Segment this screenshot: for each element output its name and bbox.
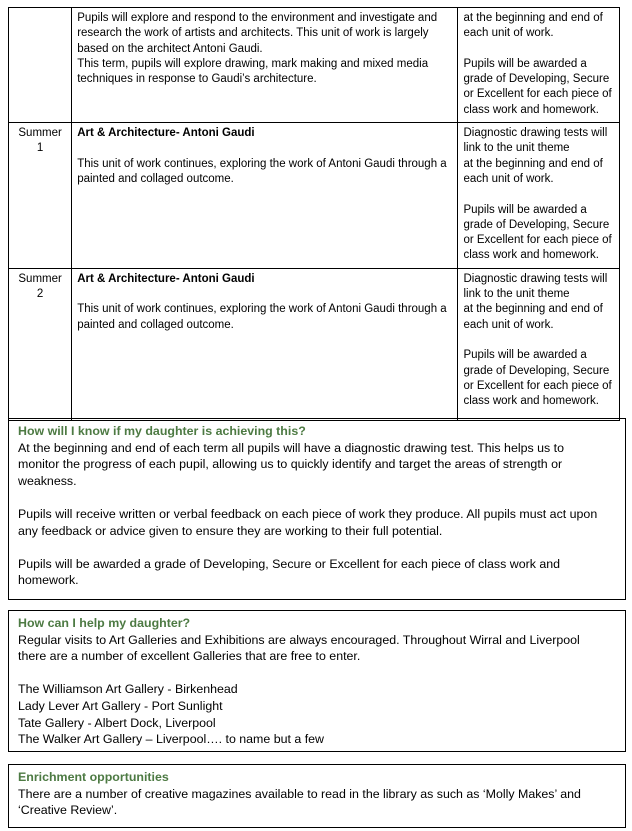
paragraph-line: Pupils will be awarded a grade of Developing, Secure or Excellent for each piece of class work and: [18, 556, 561, 571]
paragraph-line: any feedback or advice given to ensure they are working to their full potential.: [18, 523, 443, 538]
paragraph-line: Pupils will receive written or verbal feedback on each piece of work they produce. All pupils must act upon: [18, 506, 598, 521]
assessment-line: Diagnostic drawing tests will: [463, 127, 608, 140]
content-line: Pupils will explore and respond to the environment and investigate and: [77, 12, 438, 24]
paragraph-line: weakness.: [18, 473, 77, 488]
assessment-line: each unit of work.: [463, 318, 554, 331]
content-line: based on the architect Antoni Gaudi.: [77, 42, 263, 55]
paragraph-line: homework.: [18, 573, 79, 588]
content-line: This unit of work continues, exploring the work of Antoni Gaudi through a: [77, 303, 447, 316]
gallery-item: Tate Gallery - Albert Dock, Liverpool: [18, 715, 216, 730]
gallery-item: The Walker Art Gallery – Liverpool…. to name but a few: [18, 732, 324, 747]
term-cell: [9, 8, 72, 123]
assessment-line: class work and homework.: [463, 249, 599, 262]
content-line: This term, pupils will explore drawing, mark making and mixed media: [77, 57, 429, 70]
unit-title: Art & Architecture- Antoni Gaudi: [77, 272, 255, 285]
table-row: [9, 8, 620, 123]
paragraph-line: Regular visits to Art Galleries and Exhibitions are always encouraged. Throughout Wirral and Liverpool: [18, 632, 580, 647]
assessment-line: Pupils will be awarded a: [463, 203, 587, 216]
term-number: 2: [36, 288, 44, 301]
assessment-line: Pupils will be awarded a: [463, 349, 587, 362]
table-row: [9, 123, 620, 269]
content-line: painted and collaged outcome.: [77, 318, 234, 331]
content-cell: [72, 268, 458, 420]
paragraph-line: monitor the progress of each pupil, allowing us to quickly identify and target the areas of strength or: [18, 457, 563, 472]
units-table: [8, 7, 620, 421]
assessment-line: or Excellent for each piece of: [463, 88, 612, 101]
content-line: This unit of work continues, exploring the work of Antoni Gaudi through a: [77, 157, 447, 170]
unit-title: Art & Architecture- Antoni Gaudi: [77, 127, 255, 140]
content-cell: [72, 123, 458, 269]
assessment-line: at the beginning and end of: [463, 157, 603, 170]
assessment-line: grade of Developing, Secure: [463, 364, 610, 377]
assessment-line: grade of Developing, Secure: [463, 218, 610, 231]
assessment-line: each unit of work.: [463, 172, 554, 185]
assessment-cell: [458, 8, 620, 123]
enrichment-section: [8, 764, 626, 828]
enrichment-heading: Enrichment opportunities: [18, 770, 169, 784]
content-line: research the work of artists and architects. This unit of work is largely: [77, 27, 429, 40]
gallery-item: Lady Lever Art Gallery - Port Sunlight: [18, 698, 223, 713]
paragraph-line: There are a number of creative magazines available to read in the library as such as ‘Molly Makes’ and: [18, 786, 581, 801]
assessment-line: link to the unit theme: [463, 142, 570, 155]
assessment-line: each unit of work.: [463, 27, 554, 40]
assessment-cell: [458, 268, 620, 420]
assessment-line: class work and homework.: [463, 103, 599, 116]
assessment-line: or Excellent for each piece of: [463, 379, 612, 392]
term-cell: [9, 123, 72, 269]
assessment-line: link to the unit theme: [463, 288, 570, 301]
help-heading: How can I help my daughter?: [18, 616, 191, 630]
content-line: techniques in response to Gaudi’s architecture.: [77, 73, 317, 86]
assessment-cell: [458, 123, 620, 269]
help-section: [8, 610, 626, 752]
assessment-line: at the beginning and end of: [463, 303, 603, 316]
content-cell: [72, 8, 458, 123]
assessment-line: Diagnostic drawing tests will: [463, 272, 608, 285]
achieving-section: [8, 418, 626, 600]
content-line: painted and collaged outcome.: [77, 172, 234, 185]
paragraph-line: there are a number of excellent Galleries that are free to enter.: [18, 649, 361, 664]
term-cell: [9, 268, 72, 420]
term-name: Summer: [18, 272, 62, 285]
assessment-line: at the beginning and end of: [463, 12, 603, 24]
table-row: [9, 268, 620, 420]
achieving-heading: How will I know if my daughter is achieving this?: [18, 424, 306, 438]
assessment-line: grade of Developing, Secure: [463, 73, 610, 86]
paragraph-line: At the beginning and end of each term all pupils will have a diagnostic drawing test. This helps us to: [18, 440, 564, 455]
assessment-line: or Excellent for each piece of: [463, 234, 612, 247]
term-name: Summer: [18, 127, 62, 140]
assessment-line: Pupils will be awarded a: [463, 57, 587, 70]
gallery-item: The Williamson Art Gallery - Birkenhead: [18, 682, 238, 697]
term-number: 1: [36, 142, 44, 155]
paragraph-line: ‘Creative Review’.: [18, 803, 118, 818]
assessment-line: class work and homework.: [463, 395, 599, 408]
